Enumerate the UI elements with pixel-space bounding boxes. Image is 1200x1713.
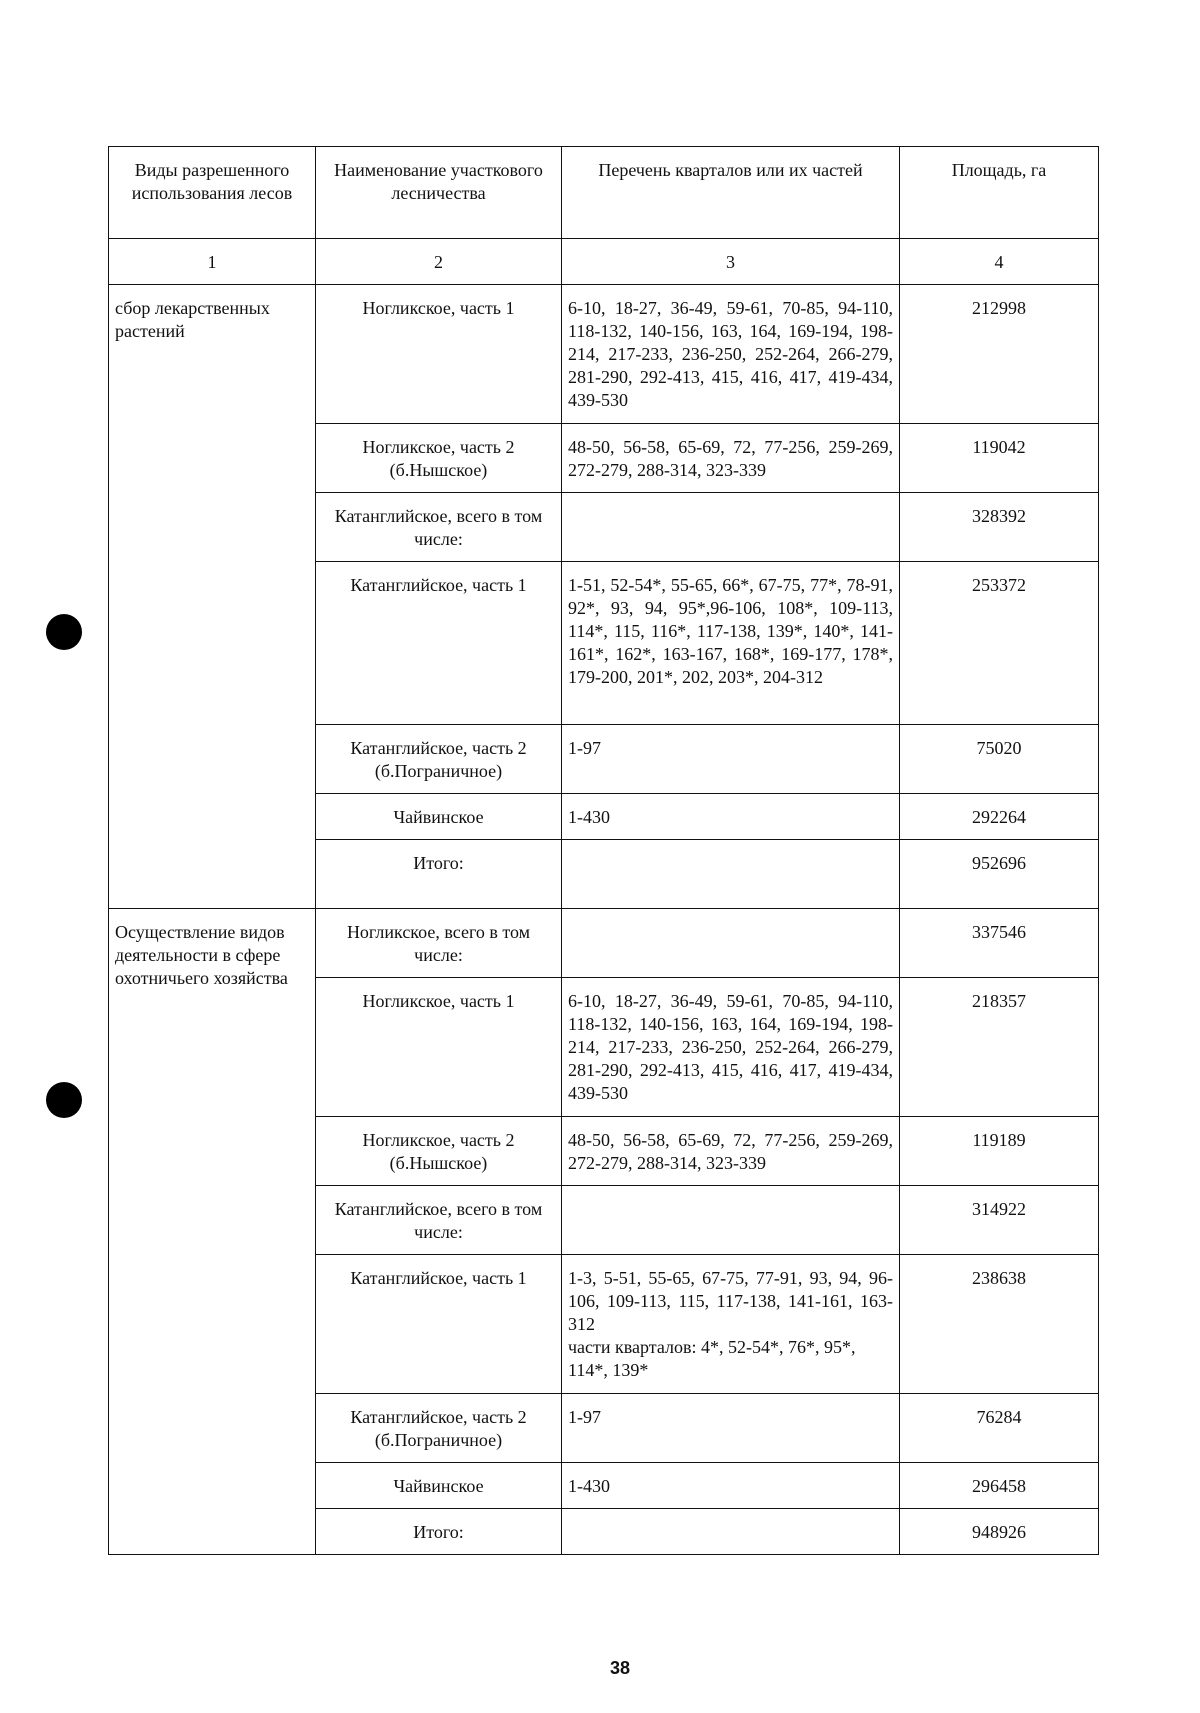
forestry-cell: Катанглийское, часть 1	[316, 562, 562, 725]
area-cell: 212998	[900, 285, 1099, 424]
quarters-cell	[562, 493, 900, 562]
column-number: 1	[109, 239, 316, 285]
page-number: 38	[609, 1658, 631, 1678]
header-forestry-name: Наименование участкового лесничества	[316, 147, 562, 239]
area-cell: 337546	[900, 909, 1099, 978]
area-cell: 119042	[900, 424, 1099, 493]
use-type-cell: Осуществление видов деятельности в сфере охотничьего хозяйства	[109, 909, 316, 1555]
column-number-row	[109, 239, 1099, 285]
forestry-cell: Чайвинское	[316, 794, 562, 840]
forestry-cell: Катанглийское, всего в том числе:	[316, 1186, 562, 1255]
total-label-cell: Итого:	[316, 1509, 562, 1555]
header-row	[109, 147, 1099, 239]
quarters-cell: 6-10, 18-27, 36-49, 59-61, 70-85, 94-110, 118-132, 140-156, 163, 164, 169-194, 198-214, 217-233, 236-250, 252-264, 266-279, 281-290, 292-413, 415, 416, 417, 419-434, 439-530	[562, 978, 900, 1117]
forestry-cell: Ногликское, всего в том числе:	[316, 909, 562, 978]
quarters-cell: 1-97	[562, 1394, 900, 1463]
quarters-cell	[562, 1509, 900, 1555]
forestry-cell: Катанглийское, часть 2 (б.Пограничное)	[316, 725, 562, 794]
total-area-cell: 952696	[900, 840, 1099, 909]
column-number: 3	[562, 239, 900, 285]
area-cell: 314922	[900, 1186, 1099, 1255]
header-quarters: Перечень кварталов или их частей	[562, 147, 900, 239]
header-use-type: Виды разрешенного использования лесов	[109, 147, 316, 239]
quarters-cell: 6-10, 18-27, 36-49, 59-61, 70-85, 94-110, 118-132, 140-156, 163, 164, 169-194, 198-214, 217-233, 236-250, 252-264, 266-279, 281-290, 292-413, 415, 416, 417, 419-434, 439-530	[562, 285, 900, 424]
forestry-cell: Чайвинское	[316, 1463, 562, 1509]
punch-hole-bottom	[46, 1082, 82, 1118]
forestry-cell: Ногликское, часть 2 (б.Нышское)	[316, 1117, 562, 1186]
quarters-cell: 1-430	[562, 1463, 900, 1509]
area-cell: 238638	[900, 1255, 1099, 1394]
use-type-cell: сбор лекарственных растений	[109, 285, 316, 909]
forestry-cell: Катанглийское, часть 2 (б.Пограничное)	[316, 1394, 562, 1463]
table-row	[109, 285, 1099, 424]
area-cell: 75020	[900, 725, 1099, 794]
partial-quarters-note: части кварталов: 4*, 52-54*, 76*, 95*, 114*, 139*	[568, 1337, 856, 1380]
area-cell: 296458	[900, 1463, 1099, 1509]
quarters-cell	[562, 1186, 900, 1255]
column-number: 2	[316, 239, 562, 285]
quarters-cell	[562, 909, 900, 978]
quarters-cell: 48-50, 56-58, 65-69, 72, 77-256, 259-269, 272-279, 288-314, 323-339	[562, 424, 900, 493]
forestry-cell: Катанглийское, всего в том числе:	[316, 493, 562, 562]
table-row	[109, 909, 1099, 978]
forestry-cell: Ногликское, часть 1	[316, 285, 562, 424]
total-area-cell: 948926	[900, 1509, 1099, 1555]
area-cell: 292264	[900, 794, 1099, 840]
forestry-cell: Катанглийское, часть 1	[316, 1255, 562, 1394]
header-area: Площадь, га	[900, 147, 1099, 239]
forestry-cell: Ногликское, часть 1	[316, 978, 562, 1117]
quarters-cell: 1-430	[562, 794, 900, 840]
forest-use-table	[108, 146, 1099, 1555]
quarters-cell: 1-51, 52-54*, 55-65, 66*, 67-75, 77*, 78-91, 92*, 93, 94, 95*,96-106, 108*, 109-113, 114*, 115, 116*, 117-138, 139*, 140*, 141-161*, 162*, 163-167, 168*, 169-177, 178*, 179-200, 201*, 202, 203*, 204-312	[562, 562, 900, 725]
total-label-cell: Итого:	[316, 840, 562, 909]
column-number: 4	[900, 239, 1099, 285]
quarters-cell: 1-97	[562, 725, 900, 794]
quarters-cell	[562, 840, 900, 909]
area-cell: 218357	[900, 978, 1099, 1117]
area-cell: 328392	[900, 493, 1099, 562]
quarters-cell: 48-50, 56-58, 65-69, 72, 77-256, 259-269, 272-279, 288-314, 323-339	[562, 1117, 900, 1186]
quarters-cell	[562, 1255, 900, 1394]
area-cell: 119189	[900, 1117, 1099, 1186]
punch-hole-top	[46, 614, 82, 650]
quarters-list: 1-3, 5-51, 55-65, 67-75, 77-91, 93, 94, 96-106, 109-113, 115, 117-138, 141-161, 163-312	[568, 1268, 893, 1334]
area-cell: 253372	[900, 562, 1099, 725]
forestry-cell: Ногликское, часть 2 (б.Нышское)	[316, 424, 562, 493]
area-cell: 76284	[900, 1394, 1099, 1463]
